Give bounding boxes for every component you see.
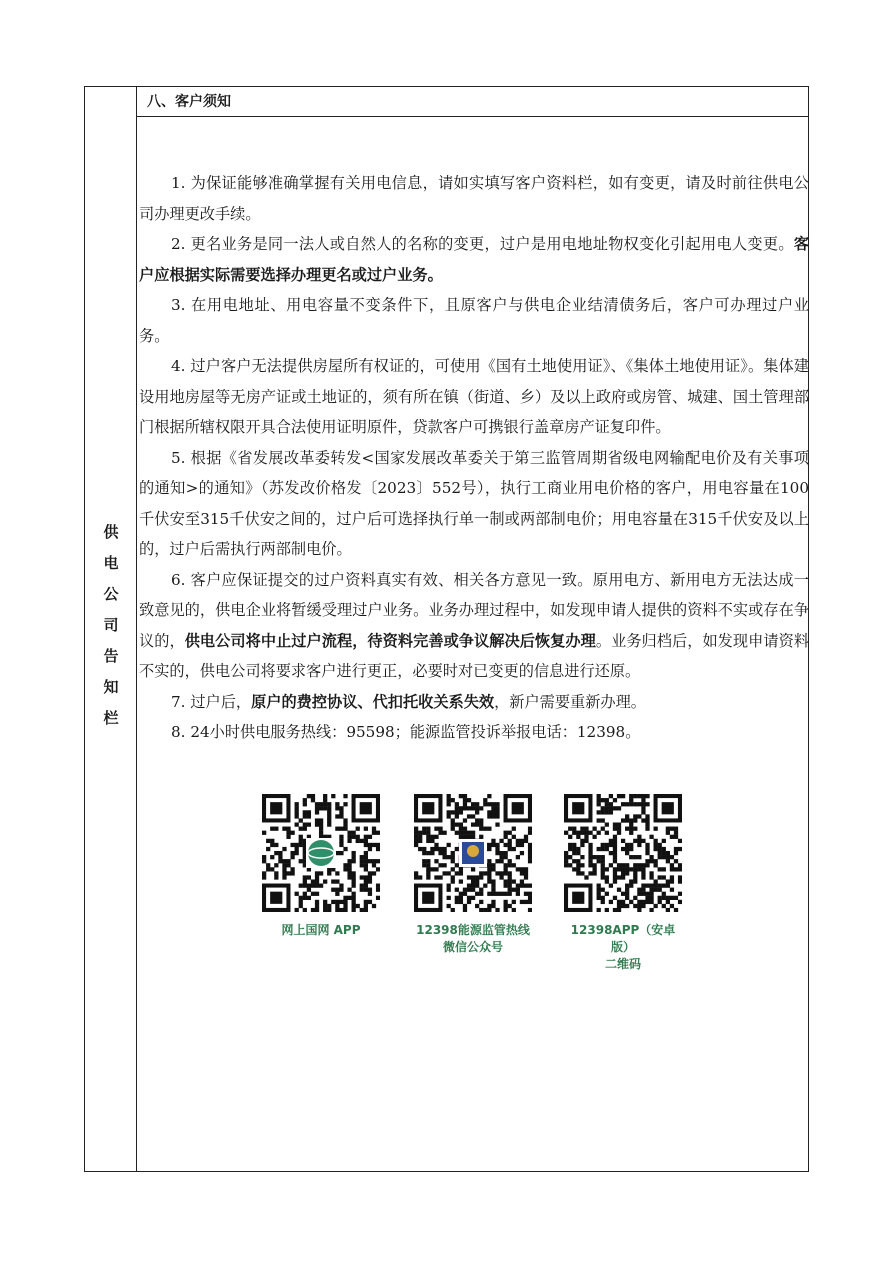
notice-item-6	[139, 565, 809, 687]
qr-code-row	[262, 794, 702, 971]
side-label-char: 栏	[103, 709, 119, 727]
notice-item-7	[139, 687, 809, 718]
item-text: 3. 在用电地址、用电容量不变条件下，且原客户与供电企业结清债务后，客户可办理过户业务。	[139, 296, 809, 345]
item-text: 4. 过户客户无法提供房屋所有权证的，可使用《国有土地使用证》、《集体土地使用证》。集体建设用地房屋等无房产证或土地证的，须有所在镇（街道、乡）及以上政府或房管、城建、国土管理部门根据所辖权限开具合法使用证明原件，贷款客户可携银行盖章房产证复印件。	[139, 357, 809, 436]
notice-item-2	[139, 229, 809, 290]
item-text: 1. 为保证能够准确掌握有关用电信息，请如实填写客户资料栏，如有变更，请及时前往供电公司办理更改手续。	[139, 174, 809, 223]
notice-item-3	[139, 290, 809, 351]
item-text: 2. 更名业务是同一法人或自然人的名称的变更，过户是用电地址物权变化引起用电人变更。	[171, 235, 794, 253]
item-text: 。业务归档后，如发现申请资料不实的，供电公司将要求客户进行更正，必要时对已变更的信息进行还原。	[139, 631, 810, 680]
side-label-char: 告	[103, 647, 119, 665]
item-bold-text: 客户应根据实际需要选择办理更名或过户业务。	[139, 235, 809, 284]
qr-caption	[262, 922, 380, 939]
item-text: 5. 根据《省发展改革委转发<国家发展改革委关于第三监管周期省级电网输配电价及有关事项的通知>的通知》（苏发改价格发〔2023〕552号），执行工商业用电价格的客户，用电容量在100千伏安至315千伏安之间的，过户后可选择执行单一制或两部制电价；用电容量在315千伏安及以上的，过户后需执行两部制电价。	[139, 448, 809, 558]
side-label-char: 知	[103, 678, 119, 696]
side-label	[85, 517, 137, 734]
notice-form-frame	[84, 86, 809, 1172]
item-text: 7. 过户后，	[171, 692, 252, 711]
section-title: 八、客户须知	[137, 87, 808, 117]
qr-caption-line: 网上国网 APP	[281, 923, 361, 937]
notice-item-4	[139, 351, 809, 443]
qr-caption-line: 12398APP（安卓版）	[570, 923, 676, 954]
item-text: ，新户需要重新办理。	[494, 692, 646, 711]
qr-caption-line: 12398能源监管热线	[416, 923, 530, 937]
side-label-char: 供	[103, 523, 119, 541]
side-column	[85, 87, 137, 1171]
item-bold-text: 原户的费控协议、代扣托收关系失效	[251, 692, 495, 711]
qr-caption	[414, 922, 532, 956]
item-text: 6. 客户应保证提交的过户资料真实有效、相关各方意见一致。原用电方、新用电方无法达成一致意见的，供电企业将暂缓受理过户业务。业务办理过程中，如发现申请人提供的资料不实或存在争议的，	[139, 570, 809, 650]
qr-caption-line: 微信公众号	[442, 940, 503, 954]
qr-state-grid-app	[262, 794, 380, 939]
notice-content	[139, 168, 809, 748]
notice-item-1	[139, 168, 809, 229]
side-label-char: 电	[103, 554, 119, 572]
qr-code-icon	[564, 794, 682, 912]
qr-caption	[564, 922, 682, 973]
notice-item-8: 8. 24小时供电服务热线：95598；能源监管投诉举报电话：12398。	[171, 723, 641, 741]
qr-12398-wechat	[414, 794, 532, 956]
side-label-char: 司	[103, 616, 119, 634]
qr-code-icon	[262, 794, 380, 912]
qr-caption-line: 二维码	[604, 957, 641, 971]
item-bold-text: 供电公司将中止过户流程，待资料完善或争议解决后恢复办理	[184, 631, 596, 650]
qr-code-icon	[414, 794, 532, 912]
qr-12398-app	[564, 794, 682, 973]
side-label-char: 公	[103, 585, 119, 603]
notice-item-5	[139, 443, 809, 565]
